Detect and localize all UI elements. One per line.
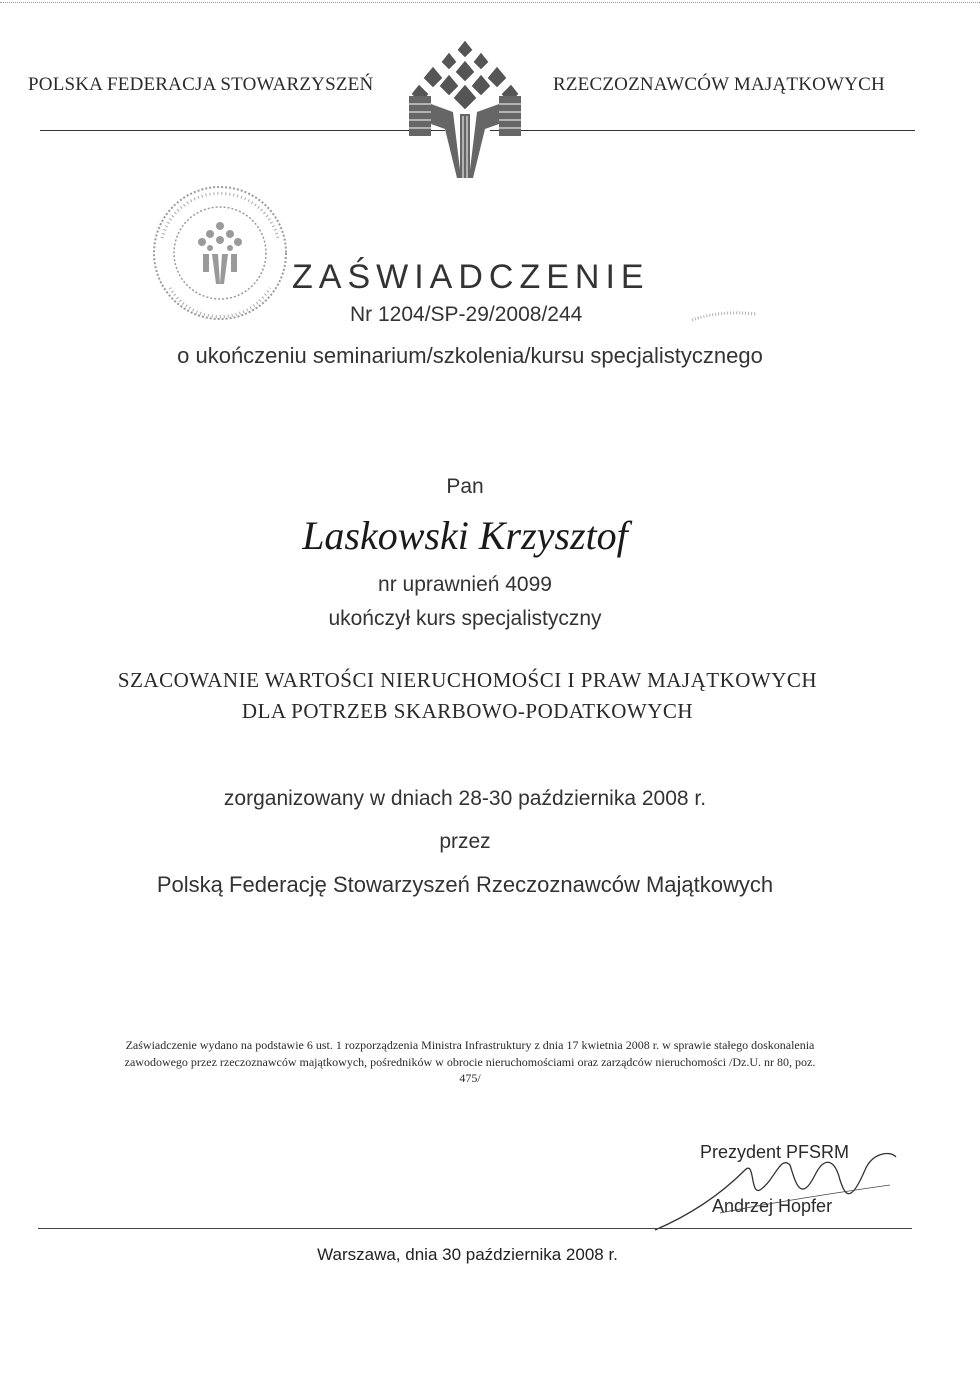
course-title-line2: DLA POTRZEB SKARBOWO-PODATKOWYCH — [241, 699, 694, 723]
recipient-completed: ukończył kurs specjalistyczny — [328, 607, 602, 630]
header-rule-right — [490, 130, 915, 131]
stamp-fragment-icon — [690, 304, 760, 326]
signatory-name: Andrzej Hopfer — [712, 1196, 833, 1216]
recipient-salutation: Pan — [446, 475, 484, 498]
top-edge-rule — [0, 2, 980, 3]
certificate-subtitle: o ukończeniu seminarium/szkolenia/kursu specjalistycznego — [177, 343, 763, 368]
certificate-number: Nr 1204/SP-29/2008/244 — [350, 303, 583, 326]
organizer-name: Polską Federację Stowarzyszeń Rzeczoznawców Majątkowych — [156, 872, 774, 897]
footer-rule — [38, 1228, 912, 1229]
header-rule-left — [40, 130, 445, 131]
recipient-name: Laskowski Krzysztof — [302, 513, 628, 558]
handwritten-signature-icon — [650, 1135, 900, 1235]
round-seal-stamp-icon — [140, 178, 300, 328]
signatory-title: Prezydent PFSRM — [700, 1142, 850, 1162]
pfsrm-logo-icon — [405, 34, 525, 184]
course-title-line1: SZACOWANIE WARTOŚCI NIERUCHOMOŚCI I PRAW MAJĄTKOWYCH — [117, 668, 818, 692]
certificate-title: ZAŚWIADCZENIE — [292, 258, 650, 296]
header-org-right: RZECZOZNAWCÓW MAJĄTKOWYCH — [553, 74, 885, 95]
recipient-license: nr uprawnień 4099 — [378, 573, 552, 596]
organizer-preposition: przez — [439, 830, 491, 853]
course-dates: zorganizowany w dniach 28-30 października 2008 r. — [223, 787, 707, 810]
legal-basis: Zaświadczenie wydano na podstawie 6 ust. 1 rozporządzenia Ministra Infrastruktury z dnia 17 kwietnia 2008 r. w sprawie stałego doskonalenia zawodowego przez rzeczoznawców majątkowych, pośredników w obrocie nieruchomościami oraz zarządców nieruchomości /Dz.U. nr 80, poz. 475/ — [124, 1038, 816, 1085]
header-org-left: POLSKA FEDERACJA STOWARZYSZEŃ — [28, 74, 374, 95]
place-and-date: Warszawa, dnia 30 października 2008 r. — [317, 1245, 618, 1264]
